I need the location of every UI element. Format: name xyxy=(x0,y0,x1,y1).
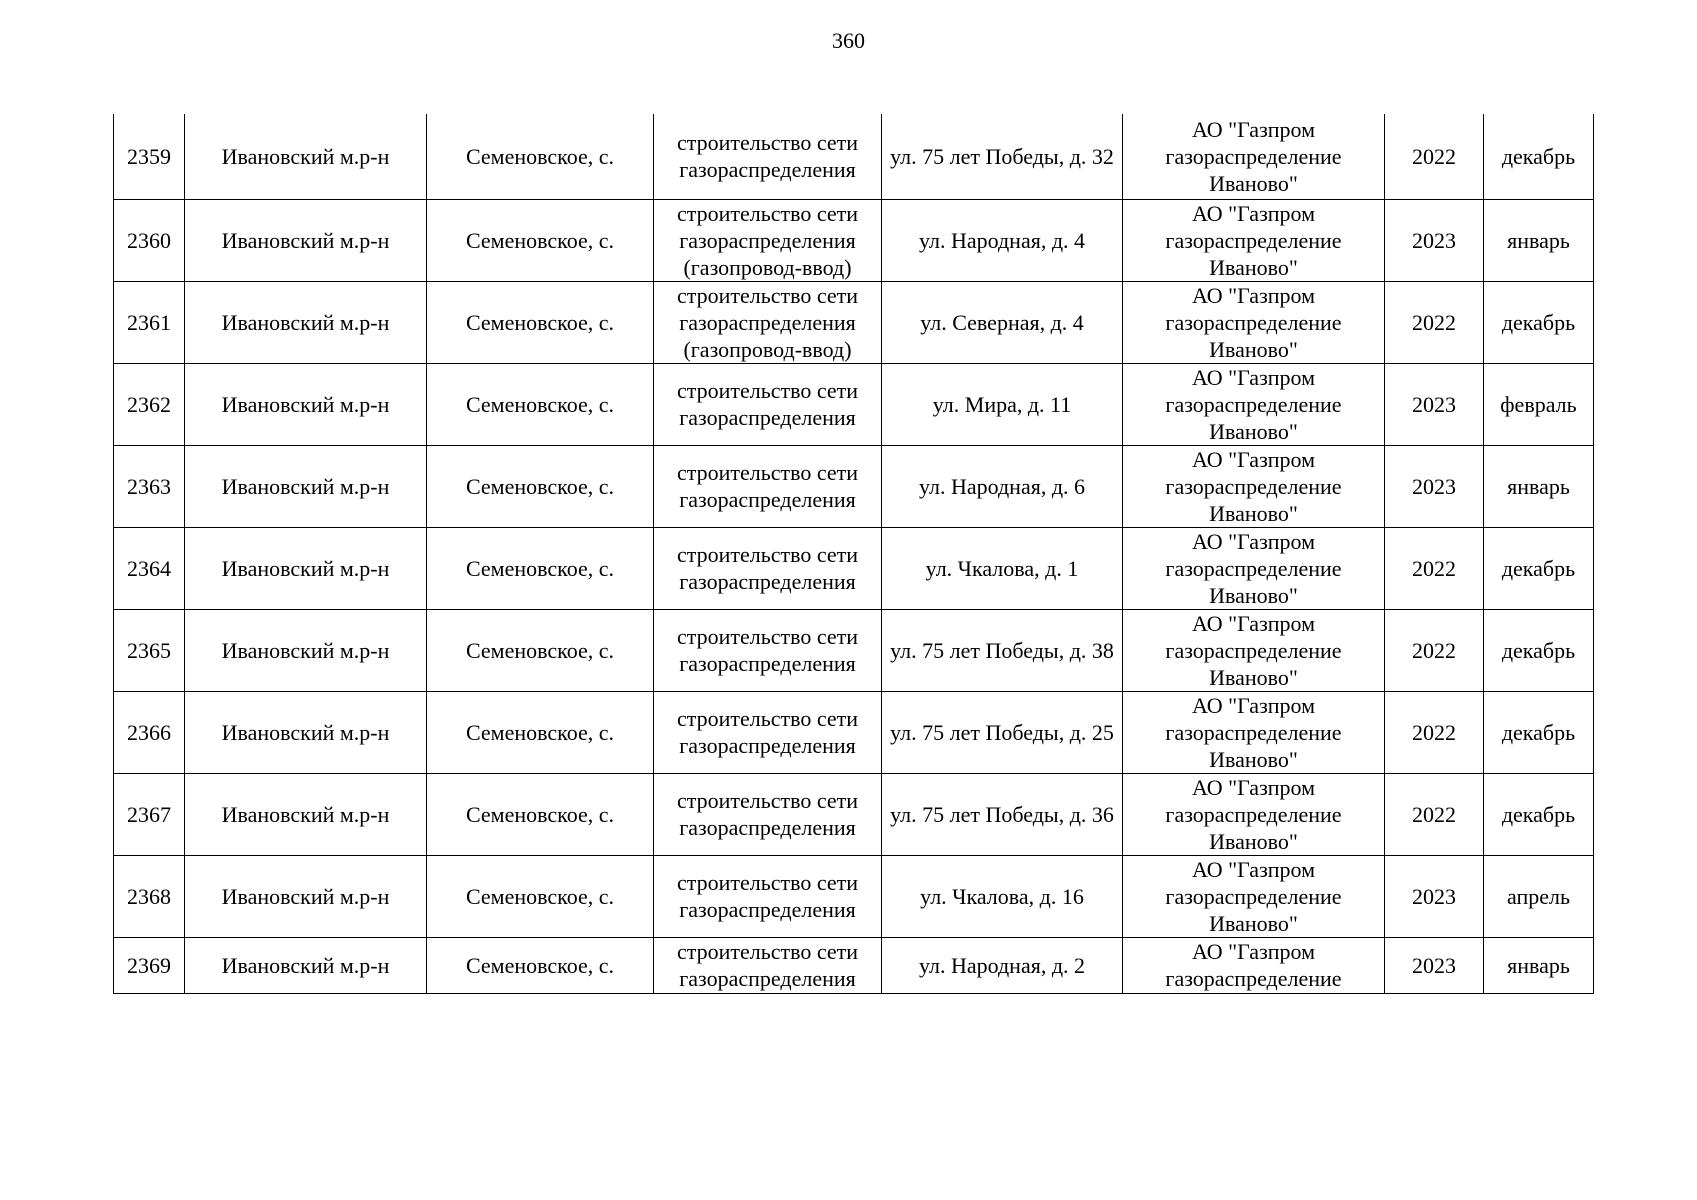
organization-cell: АО "Газпром газораспределение Иваново" xyxy=(1123,773,1385,855)
organization-cell: АО "Газпром газораспределение Иваново" xyxy=(1123,199,1385,281)
district-cell: Ивановский м.р-н xyxy=(185,114,427,199)
district-cell: Ивановский м.р-н xyxy=(185,855,427,937)
organization-cell: АО "Газпром газораспределение Иваново" xyxy=(1123,855,1385,937)
address-cell: ул. Народная, д. 4 xyxy=(882,199,1123,281)
settlement-cell: Семеновское, с. xyxy=(427,445,654,527)
registry-table xyxy=(113,114,1594,994)
row-number-cell: 2364 xyxy=(114,527,185,609)
table-row xyxy=(114,114,1594,199)
organization-cell: АО "Газпром газораспределение Иваново" xyxy=(1123,363,1385,445)
work-type-cell: строительство сети газораспределения xyxy=(654,937,882,993)
table-row xyxy=(114,855,1594,937)
row-number-cell: 2361 xyxy=(114,281,185,363)
year-cell: 2023 xyxy=(1385,855,1484,937)
district-cell: Ивановский м.р-н xyxy=(185,609,427,691)
district-cell: Ивановский м.р-н xyxy=(185,199,427,281)
work-type-cell: строительство сети газораспределения xyxy=(654,114,882,199)
address-cell: ул. Чкалова, д. 1 xyxy=(882,527,1123,609)
district-cell: Ивановский м.р-н xyxy=(185,691,427,773)
work-type-cell: строительство сети газораспределения (газопровод-ввод) xyxy=(654,199,882,281)
row-number-cell: 2367 xyxy=(114,773,185,855)
address-cell: ул. Народная, д. 2 xyxy=(882,937,1123,993)
row-number-cell: 2360 xyxy=(114,199,185,281)
settlement-cell: Семеновское, с. xyxy=(427,527,654,609)
table-row xyxy=(114,363,1594,445)
address-cell: ул. 75 лет Победы, д. 38 xyxy=(882,609,1123,691)
district-cell: Ивановский м.р-н xyxy=(185,445,427,527)
table-row xyxy=(114,527,1594,609)
table-row xyxy=(114,281,1594,363)
organization-cell: АО "Газпром газораспределение xyxy=(1123,937,1385,993)
settlement-cell: Семеновское, с. xyxy=(427,281,654,363)
table-row xyxy=(114,199,1594,281)
year-cell: 2023 xyxy=(1385,937,1484,993)
row-number-cell: 2363 xyxy=(114,445,185,527)
table-row xyxy=(114,445,1594,527)
address-cell: ул. Северная, д. 4 xyxy=(882,281,1123,363)
table-row xyxy=(114,609,1594,691)
district-cell: Ивановский м.р-н xyxy=(185,527,427,609)
table-row xyxy=(114,691,1594,773)
year-cell: 2023 xyxy=(1385,363,1484,445)
row-number-cell: 2366 xyxy=(114,691,185,773)
address-cell: ул. 75 лет Победы, д. 32 xyxy=(882,114,1123,199)
month-cell: февраль xyxy=(1484,363,1594,445)
year-cell: 2023 xyxy=(1385,445,1484,527)
month-cell: декабрь xyxy=(1484,609,1594,691)
month-cell: декабрь xyxy=(1484,773,1594,855)
work-type-cell: строительство сети газораспределения xyxy=(654,691,882,773)
work-type-cell: строительство сети газораспределения xyxy=(654,855,882,937)
settlement-cell: Семеновское, с. xyxy=(427,855,654,937)
district-cell: Ивановский м.р-н xyxy=(185,281,427,363)
work-type-cell: строительство сети газораспределения xyxy=(654,609,882,691)
organization-cell: АО "Газпром газораспределение Иваново" xyxy=(1123,445,1385,527)
month-cell: январь xyxy=(1484,445,1594,527)
work-type-cell: строительство сети газораспределения xyxy=(654,773,882,855)
organization-cell: АО "Газпром газораспределение Иваново" xyxy=(1123,114,1385,199)
year-cell: 2023 xyxy=(1385,199,1484,281)
organization-cell: АО "Газпром газораспределение Иваново" xyxy=(1123,281,1385,363)
settlement-cell: Семеновское, с. xyxy=(427,773,654,855)
address-cell: ул. Чкалова, д. 16 xyxy=(882,855,1123,937)
month-cell: декабрь xyxy=(1484,691,1594,773)
year-cell: 2022 xyxy=(1385,114,1484,199)
settlement-cell: Семеновское, с. xyxy=(427,609,654,691)
address-cell: ул. 75 лет Победы, д. 25 xyxy=(882,691,1123,773)
district-cell: Ивановский м.р-н xyxy=(185,773,427,855)
row-number-cell: 2369 xyxy=(114,937,185,993)
month-cell: январь xyxy=(1484,199,1594,281)
work-type-cell: строительство сети газораспределения xyxy=(654,527,882,609)
organization-cell: АО "Газпром газораспределение Иваново" xyxy=(1123,527,1385,609)
district-cell: Ивановский м.р-н xyxy=(185,937,427,993)
work-type-cell: строительство сети газораспределения xyxy=(654,445,882,527)
settlement-cell: Семеновское, с. xyxy=(427,937,654,993)
district-cell: Ивановский м.р-н xyxy=(185,363,427,445)
year-cell: 2022 xyxy=(1385,609,1484,691)
settlement-cell: Семеновское, с. xyxy=(427,114,654,199)
year-cell: 2022 xyxy=(1385,773,1484,855)
organization-cell: АО "Газпром газораспределение Иваново" xyxy=(1123,609,1385,691)
settlement-cell: Семеновское, с. xyxy=(427,199,654,281)
settlement-cell: Семеновское, с. xyxy=(427,691,654,773)
address-cell: ул. 75 лет Победы, д. 36 xyxy=(882,773,1123,855)
work-type-cell: строительство сети газораспределения (газопровод-ввод) xyxy=(654,281,882,363)
organization-cell: АО "Газпром газораспределение Иваново" xyxy=(1123,691,1385,773)
table-body xyxy=(114,114,1594,993)
month-cell: январь xyxy=(1484,937,1594,993)
year-cell: 2022 xyxy=(1385,281,1484,363)
row-number-cell: 2368 xyxy=(114,855,185,937)
year-cell: 2022 xyxy=(1385,691,1484,773)
month-cell: декабрь xyxy=(1484,281,1594,363)
table-row xyxy=(114,937,1594,993)
work-type-cell: строительство сети газораспределения xyxy=(654,363,882,445)
month-cell: апрель xyxy=(1484,855,1594,937)
month-cell: декабрь xyxy=(1484,527,1594,609)
month-cell: декабрь xyxy=(1484,114,1594,199)
table-row xyxy=(114,773,1594,855)
row-number-cell: 2365 xyxy=(114,609,185,691)
address-cell: ул. Народная, д. 6 xyxy=(882,445,1123,527)
year-cell: 2022 xyxy=(1385,527,1484,609)
address-cell: ул. Мира, д. 11 xyxy=(882,363,1123,445)
row-number-cell: 2359 xyxy=(114,114,185,199)
row-number-cell: 2362 xyxy=(114,363,185,445)
page-number: 360 xyxy=(832,28,865,53)
settlement-cell: Семеновское, с. xyxy=(427,363,654,445)
